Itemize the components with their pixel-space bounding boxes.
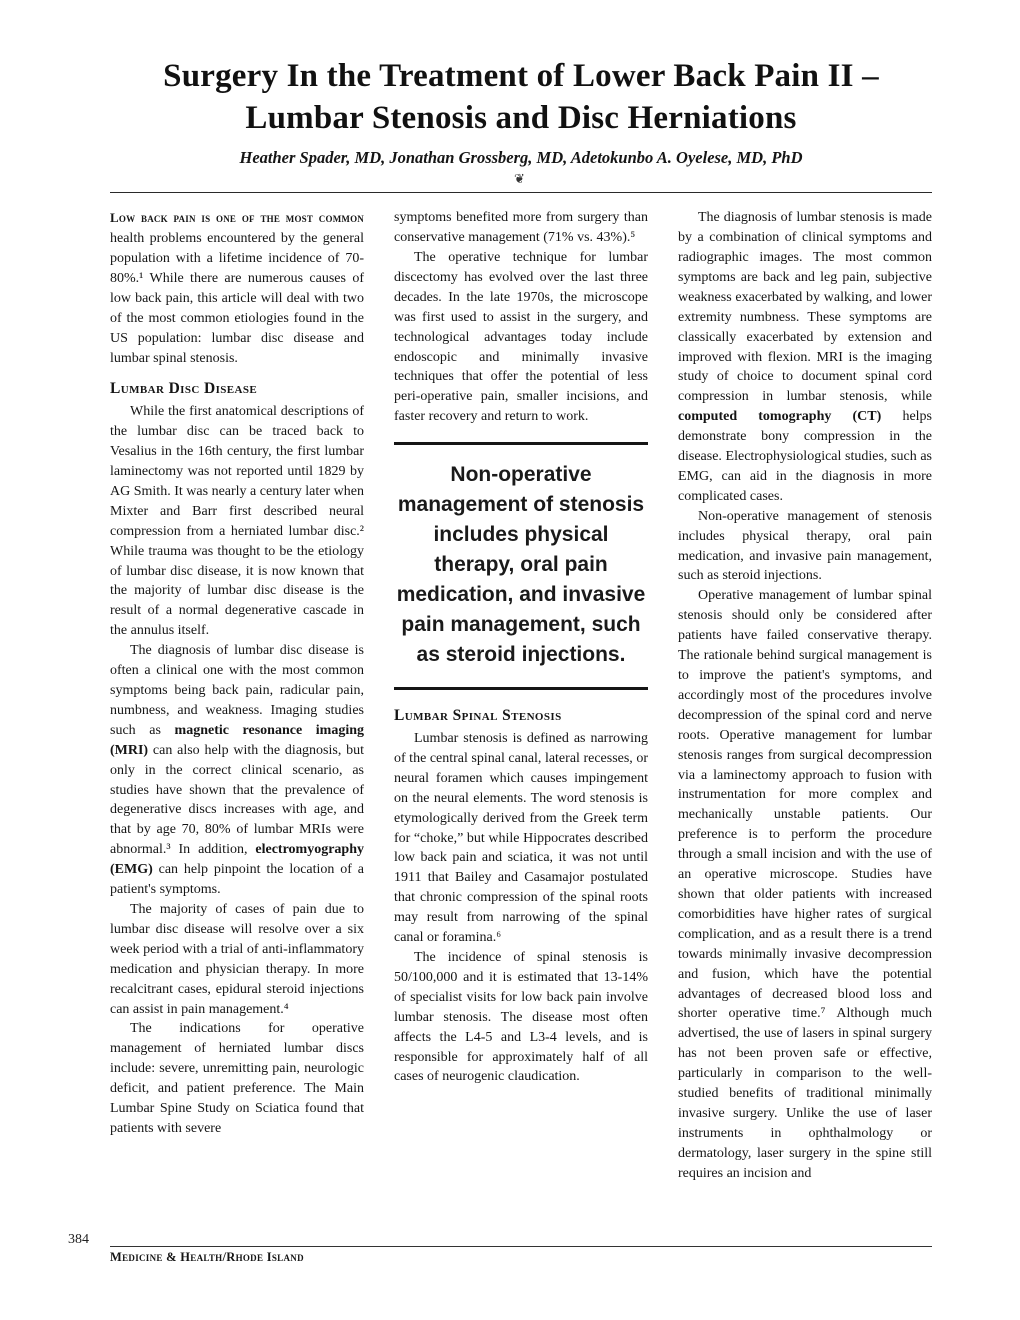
header-rule	[110, 192, 932, 193]
text-run: Non-operative management of stenosis includes physical therapy, oral pain medication, and invasive pain management, such as steroid injections.	[678, 508, 932, 584]
paragraph	[394, 729, 648, 948]
paragraph	[110, 1019, 364, 1138]
paragraph	[678, 507, 932, 587]
paragraph	[678, 586, 932, 1183]
emphasized-term: computed tomography (CT)	[678, 409, 882, 425]
text-run: symptoms benefited more from surgery than conservative management (71% vs. 43%).⁵	[394, 210, 648, 246]
paragraph	[394, 208, 648, 248]
column-2	[394, 208, 648, 1183]
fleuron-ornament-icon: ❦	[514, 171, 528, 187]
pull-quote: Non-operative management of stenosis includes physical therapy, oral pain medication, and invasive pain management, such as steroid injections.	[394, 442, 648, 690]
paragraph	[110, 402, 364, 641]
text-run: helps demonstrate bony compression in the disease. Electrophysiological studies, such as EMG, can aid in the diagnosis in more complicated cases.	[678, 409, 932, 504]
journal-name: Medicine & Health/Rhode Island	[110, 1250, 304, 1264]
text-run: While the first anatomical descriptions of the lumbar disc can be traced back to Vesalius in the 16th century, the first lumbar laminectomy was not reported until 1829 by AG Smith. It was nearly a century later when Mixter and Barr first described neural compression from a herniated lumbar disc.² While trauma was thought to be the etiology of lumbar disc disease, it is now known that the majority of lumbar disc disease is the result of a normal degenerative cascade in the annulus itself.	[110, 404, 364, 639]
text-run: The operative technique for lumbar discectomy has evolved over the last three decades. In the late 1970s, the microscope was first used to assist in the surgery, and technological advantages today include endoscopic and minimally invasive techniques that offer the potential of less peri-operative pain, smaller incisions, and faster recovery and return to work.	[394, 249, 648, 425]
text-run: can help pinpoint the location of a patient's symptoms.	[110, 862, 364, 898]
article-columns	[110, 208, 932, 1183]
footer-rule	[110, 1246, 932, 1247]
title-line-1: Surgery In the Treatment of Lower Back Pain II –	[163, 58, 879, 94]
small-caps-lead-in: Low back pain is one of the most common	[110, 210, 364, 226]
text-run: The incidence of spinal stenosis is 50/100,000 and it is estimated that 13-14% of specialist visits for low back pain involve lumbar stenosis. The disease most often affects the L4-5 and L3-4 levels, and is responsible for approximately half of all cases of neurogenic claudication.	[394, 950, 648, 1085]
article	[110, 56, 932, 1184]
column-3	[678, 208, 932, 1183]
page-footer	[68, 1232, 932, 1265]
text-run: The diagnosis of lumbar disc disease is often a clinical one with the most common symptoms being back pain, radicular pain, numbness, and weakness. Imaging studies such as	[110, 643, 364, 738]
author-byline: Heather Spader, MD, Jonathan Grossberg, MD, Adetokunbo A. Oyelese, MD, PhD	[239, 148, 803, 168]
emphasized-term: magnetic resonance imaging (MRI)	[110, 722, 365, 758]
text-run: can also help with the diagnosis, but only in the correct clinical scenario, as studies have shown that the prevalence of degenerative discs increases with age, and that by age 70, 80% of lumbar MRIs were abnormal.³ In addition,	[110, 742, 364, 858]
paragraph	[110, 900, 364, 1019]
emphasized-term: electromyography (EMG)	[110, 842, 364, 878]
text-run: Operative management of lumbar spinal stenosis should only be considered after patients have failed conservative therapy. The rationale behind surgical management is to improve the patient's symptoms, and accordingly most of the procedures involve decompression of the spinal cord and nerve roots. Operative management for lumbar stenosis ranges from surgical decompression via a laminectomy approach to fusion with instrumentation for more complex and mechanically unstable patients. Our preference is to perform the procedure through a small incision and with the use of an operative microscope. Studies have shown that older patients with increased comorbidities have higher rates of surgical complication, and as a result there is a trend towards minimally invasive decompression and fusion, which have the potential advantages of decreased blood loss and shorter operative time.⁷ Although much advertised, the use of lasers in spinal surgery has not been proven safe or effective, particularly in comparison to the well-studied benefits of traditional minimally invasive surgery. Unlike the use of laser instruments in ophthalmology or dermatology, laser surgery in the spine still requires an incision and	[678, 588, 932, 1181]
paragraph	[110, 641, 364, 900]
paragraph	[678, 208, 932, 507]
section-heading: Lumbar Disc Disease	[110, 380, 258, 398]
title-line-2: Lumbar Stenosis and Disc Herniations	[245, 99, 797, 136]
text-run: health problems encountered by the general population with a lifetime incidence of 70-80%.¹ While there are numerous causes of low back pain, this article will deal with two of the most common etiologies found in the US population: lumbar disc disease and lumbar spinal stenosis.	[110, 231, 364, 366]
paragraph	[394, 248, 648, 427]
text-run: Lumbar stenosis is defined as narrowing of the central spinal canal, lateral recesses, or neural foramen which causes impingement on the neural elements. The word stenosis is etymologically derived from the Greek term for “choke,” but while Hippocrates described low back pain and sciatica, it was not until 1911 that Bailey and Casamajor postulated that chronic compression of the spinal roots may result from narrowing of the spinal canal or foramina.⁶	[394, 731, 648, 946]
paragraph	[394, 948, 648, 1087]
text-run: The diagnosis of lumbar stenosis is made by a combination of clinical symptoms and radiographic images. The most common symptoms are back and leg pain, subjective weakness exacerbated by walking, and lower extremity numbness. These symptoms are classically exacerbated by extension and improved with flexion. MRI is the imaging study of choice to document spinal cord compression in lumbar stenosis, while	[678, 210, 932, 405]
paragraph	[110, 208, 364, 368]
column-1	[110, 208, 364, 1183]
text-run: The indications for operative management of herniated lumbar discs include: severe, unremitting pain, neurologic deficit, and patient preference. The Main Lumbar Spine Study on Sciatica found that patients with severe	[110, 1021, 364, 1136]
text-run: The majority of cases of pain due to lumbar disc disease will resolve over a six week period with a trial of anti-inflammatory medication and physician therapy. In more recalcitrant cases, epidural steroid injections can assist in pain management.⁴	[110, 901, 364, 1017]
article-title	[110, 56, 932, 139]
page-number: 384	[68, 1232, 89, 1247]
section-heading: Lumbar Spinal Stenosis	[394, 707, 562, 725]
